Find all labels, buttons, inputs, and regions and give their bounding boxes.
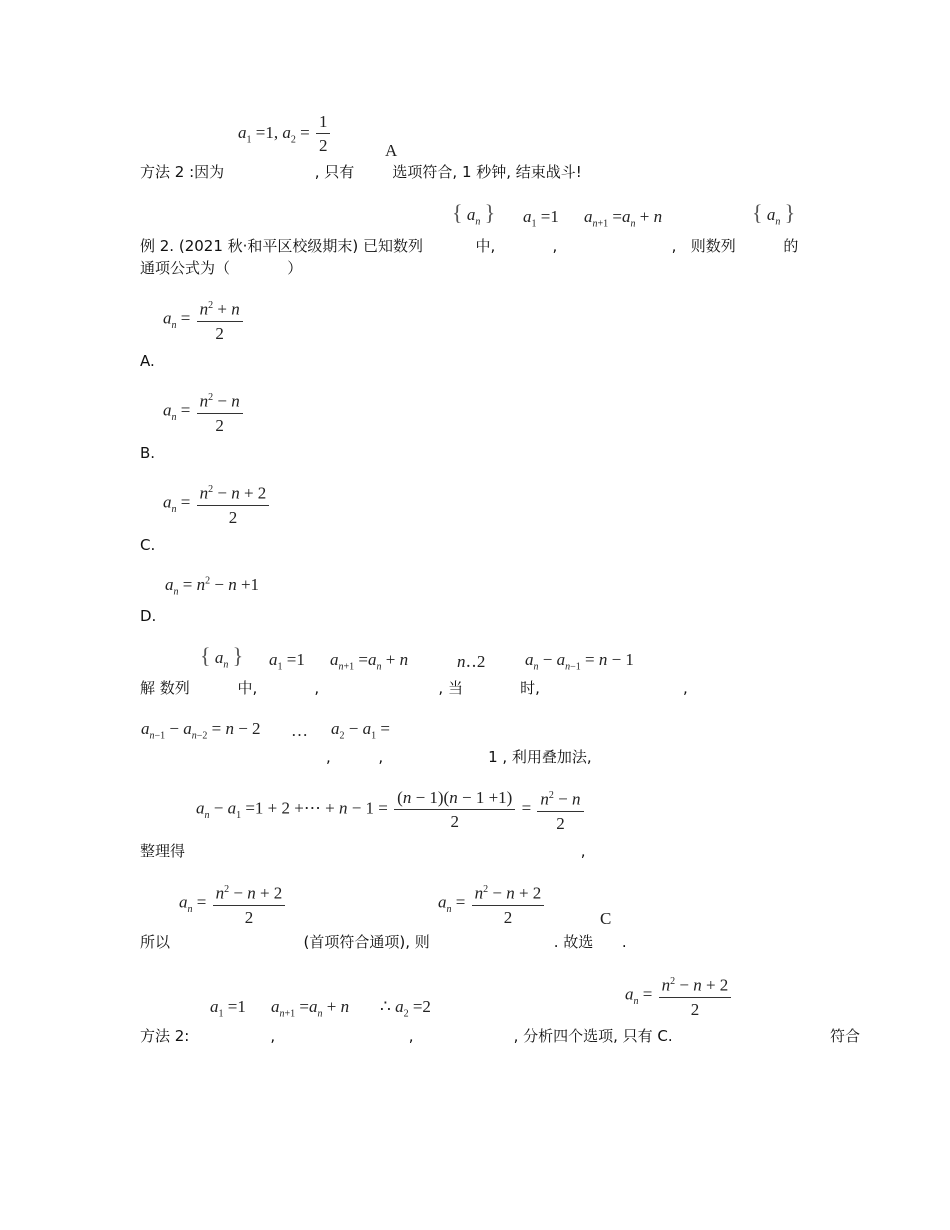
math-answer-c: C [600,909,612,928]
math-set-an-2: { $a_n$ } [752,200,796,228]
text-method2-final: 方法 2: , , , 分析四个选项, 只有 C. 符合 [140,1027,861,1045]
formula-option-c: $a_n$ = $\frac{n^2 - n + 2}{2}$ [163,480,271,528]
text-example2-line: 例 2. (2021 秋·和平区校级期末) 已知数列 中, , , 则数列 的 [140,237,799,255]
text-solution-line1: 解 数列 中, , , 当 时, , [140,679,688,697]
label-option-c: C. [140,536,156,554]
math-diff-n-1: $a_{n-1} - a_{n-2} = n - 2$ [141,719,261,742]
formula-option-d: $a_n = n^2 - n +1$ [165,575,260,598]
formula-option-a: $a_n$ = $\frac{n^2 + n}{2}$ [163,296,245,344]
math-a1-eq-1: $a_1 =1$ [523,207,559,230]
math-n-geq-2: n‥2 [457,652,486,671]
math-a2-a1: $a_2 - a_1$ = [331,719,390,742]
math-option-a: A [385,141,398,160]
formula-method2-an: $a_n$ = $\frac{n^2 - n + 2}{2}$ [625,972,733,1020]
math-a1-eq-1-b: $a_1 =1$ [269,650,305,673]
math-ellipsis: … [291,721,308,740]
math-method2-a2: ∴ $a_2 =2$ [380,997,431,1020]
math-diff-n: $a_n - a_{n-1} = n - 1$ [525,650,634,673]
formula-conclusion-2: $a_n$ = $\frac{n^2 - n + 2}{2}$ [438,880,546,928]
text-example2-question: 通项公式为（ ） [140,259,303,277]
formula-sum: $a_n - a_1 =1 + 2$ +⋯ + n − 1 = $\frac{(n - 1)(n - 1 +1)}{2}$ = $\frac{n^2 - n}{2}$ [196,786,586,834]
text-solution-line2: , , 1 , 利用叠加法, [140,748,592,766]
text-therefore: 所以 (首项符合通项), 则 . 故选 . [140,933,627,951]
math-recurrence: $a_{n+1} =a_n + n$ [584,207,663,230]
text-line-method2-first: 方法 2 :因为 , 只有 选项符合, 1 秒钟, 结束战斗! [140,163,582,181]
text-rearrange: 整理得 , [140,842,586,860]
math-recurrence-b: $a_{n+1} =a_n + n$ [330,650,409,673]
label-option-d: D. [140,607,157,625]
math-set-an-1: { $a_n$ } [452,200,496,228]
label-option-a: A. [140,352,155,370]
math-method2-a1: $a_1 =1$ [210,997,246,1020]
math-a1-a2: $a_1 =1$, $a_2$ = $\frac{1}{2}$ [238,112,332,156]
formula-option-b: $a_n$ = $\frac{n^2 - n}{2}$ [163,388,245,436]
formula-conclusion-1: $a_n$ = $\frac{n^2 - n + 2}{2}$ [179,880,287,928]
math-method2-recurrence: $a_{n+1} =a_n + n$ [271,997,350,1020]
label-option-b: B. [140,444,156,462]
math-set-an-3: { $a_n$ } [200,643,244,671]
